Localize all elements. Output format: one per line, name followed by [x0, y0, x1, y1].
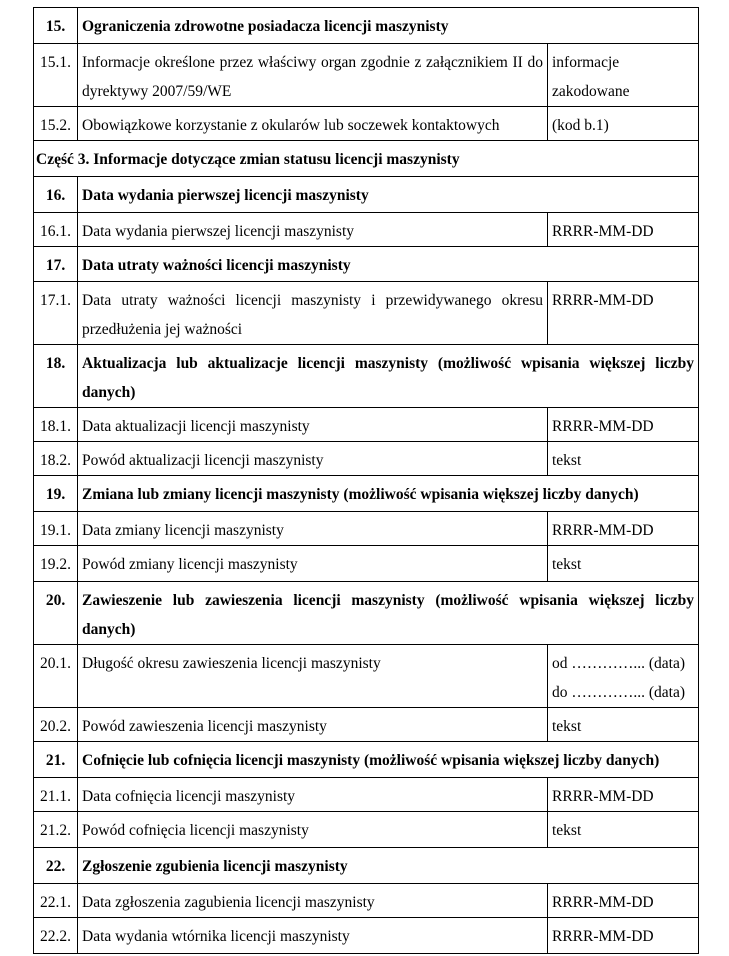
table-row [34, 778, 699, 812]
item-description: Data zgłoszenia zagubienia licencji maszynisty [78, 884, 548, 918]
table-row [34, 884, 699, 918]
group-number: 19. [34, 476, 78, 512]
table-row [34, 442, 699, 476]
item-value: informacje zakodowane [548, 44, 699, 107]
group-heading-row [34, 177, 699, 213]
group-number: 22. [34, 848, 78, 884]
item-description: Data zmiany licencji maszynisty [78, 512, 548, 546]
item-description: Data utraty ważności licencji maszynisty i przewidywanego okresu przedłużenia jej ważności [78, 282, 548, 345]
group-number: 18. [34, 345, 78, 408]
item-description: Powód zawieszenia licencji maszynisty [78, 708, 548, 742]
item-value: RRRR-MM-DD [548, 884, 699, 918]
item-number: 21.1. [34, 778, 78, 812]
item-number: 17.1. [34, 282, 78, 345]
group-title: Data utraty ważności licencji maszynisty [78, 247, 699, 282]
item-description: Data cofnięcia licencji maszynisty [78, 778, 548, 812]
item-value: RRRR-MM-DD [548, 918, 699, 954]
license-data-table [33, 7, 699, 954]
item-description: Obowiązkowe korzystanie z okularów lub soczewek kontaktowych [78, 107, 548, 141]
item-number: 22.2. [34, 918, 78, 954]
table-row [34, 512, 699, 546]
item-value [548, 645, 699, 708]
item-number: 18.1. [34, 408, 78, 442]
item-number: 19.2. [34, 546, 78, 582]
group-title: Data wydania pierwszej licencji maszynisty [78, 177, 699, 213]
item-number: 15.1. [34, 44, 78, 107]
table-row [34, 645, 699, 708]
table-row [34, 107, 699, 141]
group-heading-row [34, 476, 699, 512]
group-number: 17. [34, 247, 78, 282]
group-title: Zmiana lub zmiany licencji maszynisty (możliwość wpisania większej liczby danych) [78, 476, 699, 512]
group-heading-row [34, 8, 699, 44]
group-title: Zawieszenie lub zawieszenia licencji maszynisty (możliwość wpisania większej liczby danych) [78, 582, 699, 645]
item-value: RRRR-MM-DD [548, 512, 699, 546]
item-number: 20.1. [34, 645, 78, 708]
item-value: RRRR-MM-DD [548, 408, 699, 442]
item-description: Data aktualizacji licencji maszynisty [78, 408, 548, 442]
group-title: Aktualizacja lub aktualizacje licencji maszynisty (możliwość wpisania większej liczby danych) [78, 345, 699, 408]
table-row [34, 812, 699, 848]
item-value: (kod b.1) [548, 107, 699, 141]
item-description: Data wydania wtórnika licencji maszynisty [78, 918, 548, 954]
item-description: Powód cofnięcia licencji maszynisty [78, 812, 548, 848]
item-description: Długość okresu zawieszenia licencji maszynisty [78, 645, 548, 708]
group-title: Cofnięcie lub cofnięcia licencji maszynisty (możliwość wpisania większej liczby danych) [78, 742, 699, 778]
group-number: 15. [34, 8, 78, 44]
item-value: RRRR-MM-DD [548, 778, 699, 812]
table-row [34, 213, 699, 247]
item-value: tekst [548, 546, 699, 582]
item-number: 20.2. [34, 708, 78, 742]
table-row [34, 546, 699, 582]
table-body [34, 8, 699, 954]
group-number: 21. [34, 742, 78, 778]
item-value: RRRR-MM-DD [548, 282, 699, 345]
table-row [34, 44, 699, 107]
group-title: Zgłoszenie zgubienia licencji maszynisty [78, 848, 699, 884]
item-description: Powód zmiany licencji maszynisty [78, 546, 548, 582]
item-value: tekst [548, 442, 699, 476]
item-number: 21.2. [34, 812, 78, 848]
group-heading-row [34, 247, 699, 282]
item-number: 19.1. [34, 512, 78, 546]
group-heading-row [34, 582, 699, 645]
group-title: Ograniczenia zdrowotne posiadacza licencji maszynisty [78, 8, 699, 44]
group-heading-row [34, 848, 699, 884]
item-number: 22.1. [34, 884, 78, 918]
item-description: Informacje określone przez właściwy organ zgodnie z załącznikiem II do dyrektywy 2007/59/WE [78, 44, 548, 107]
value-line: od …………... (data) [552, 655, 686, 672]
section-heading-row [34, 141, 699, 177]
table-row [34, 918, 699, 954]
item-number: 18.2. [34, 442, 78, 476]
group-heading-row [34, 345, 699, 408]
item-number: 16.1. [34, 213, 78, 247]
value-line: do …………... (data) [552, 684, 686, 701]
item-value: tekst [548, 812, 699, 848]
item-value: RRRR-MM-DD [548, 213, 699, 247]
item-description: Powód aktualizacji licencji maszynisty [78, 442, 548, 476]
section-heading: Część 3. Informacje dotyczące zmian statusu licencji maszynisty [34, 141, 699, 177]
table-row [34, 282, 699, 345]
group-number: 20. [34, 582, 78, 645]
table-row [34, 708, 699, 742]
table-row [34, 408, 699, 442]
item-description: Data wydania pierwszej licencji maszynisty [78, 213, 548, 247]
group-heading-row [34, 742, 699, 778]
item-number: 15.2. [34, 107, 78, 141]
item-value: tekst [548, 708, 699, 742]
group-number: 16. [34, 177, 78, 213]
